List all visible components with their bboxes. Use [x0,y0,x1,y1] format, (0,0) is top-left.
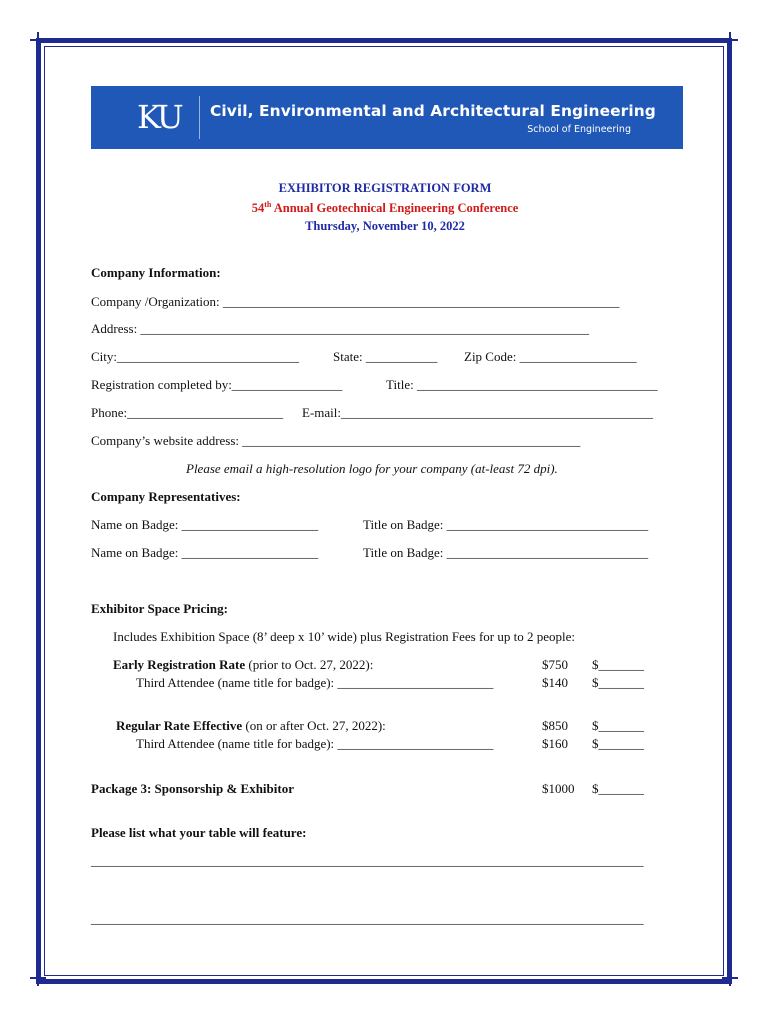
early-rate-amount-field[interactable]: $_______ [592,657,644,672]
ku-logo: KU [137,98,181,136]
zip-field[interactable]: Zip Code: __________________ [464,349,637,364]
department-banner [91,86,683,149]
badge-title-field[interactable]: Title on Badge: _______________________________ [363,545,649,560]
early-third-attendee-field[interactable]: Third Attendee (name title for badge): ________________________ [136,675,494,690]
conference-ordinal-suffix: th [264,200,272,209]
regular-third-amount-field[interactable]: $_______ [592,736,644,751]
company-org-field[interactable]: Company /Organization: _____________________________________________________________ [91,294,620,309]
banner-divider [199,96,200,139]
regular-rate-detail: (on or after Oct. 27, 2022): [242,718,386,733]
corner-ornament [30,970,46,986]
department-name: Civil, Environmental and Architectural Engineering [210,102,656,120]
package-detail: : Sponsorship & Exhibitor [146,781,294,796]
phone-field[interactable]: Phone:________________________ [91,405,284,420]
corner-ornament [722,970,738,986]
title-field[interactable]: Title: _____________________________________ [386,377,658,392]
badge-name-field[interactable]: Name on Badge: _____________________ [91,545,319,560]
early-third-price: $140 [542,675,568,690]
conference-date: Thursday, November 10, 2022 [305,219,465,233]
package-label [91,781,294,797]
table-feature-line[interactable]: _____________________________________________________________________________________ [91,911,644,926]
corner-ornament [30,32,46,48]
registration-by-field[interactable]: Registration completed by:_________________ [91,377,343,392]
badge-title-field[interactable]: Title on Badge: _______________________________ [363,517,649,532]
email-field[interactable]: E-mail:________________________________________________ [302,405,653,420]
logo-note: Please email a high-resolution logo for your company (at-least 72 dpi). [186,461,558,476]
pricing-section-title: Exhibitor Space Pricing: [91,601,228,616]
state-field[interactable]: State: ___________ [333,349,438,364]
table-feature-prompt: Please list what your table will feature: [91,825,307,840]
regular-rate-label [116,718,386,734]
early-rate-detail: (prior to Oct. 27, 2022): [245,657,374,672]
early-rate-name: Early Registration Rate [113,657,246,672]
conference-title [0,200,770,216]
conference-name: Annual Geotechnical Engineering Conference [271,201,519,216]
pricing-includes: Includes Exhibition Space (8’ deep x 10’ wide) plus Registration Fees for up to 2 people: [113,629,575,644]
website-field[interactable]: Company’s website address: ____________________________________________________ [91,433,581,448]
city-field[interactable]: City:____________________________ [91,349,300,364]
representatives-section-title: Company Representatives: [91,489,241,504]
regular-third-price: $160 [542,736,568,751]
company-section-title: Company Information: [91,265,221,280]
regular-rate-name: Regular Rate Effective [116,718,243,733]
corner-ornament [722,32,738,48]
regular-third-attendee-field[interactable]: Third Attendee (name title for badge): ________________________ [136,736,494,751]
early-third-amount-field[interactable]: $_______ [592,675,644,690]
badge-name-field[interactable]: Name on Badge: _____________________ [91,517,319,532]
regular-rate-price: $850 [542,718,568,733]
early-rate-label [113,657,373,673]
early-rate-price: $750 [542,657,568,672]
address-field[interactable]: Address: _____________________________________________________________________ [91,321,589,336]
package-price: $1000 [542,781,575,796]
table-feature-line[interactable]: _____________________________________________________________________________________ [91,853,644,868]
conference-ordinal: 54 [251,201,265,216]
package-name: Package 3 [91,781,147,796]
form-title: EXHIBITOR REGISTRATION FORM [278,181,492,195]
regular-rate-amount-field[interactable]: $_______ [592,718,644,733]
school-name: School of Engineering [527,124,631,135]
package-amount-field[interactable]: $_______ [592,781,644,796]
